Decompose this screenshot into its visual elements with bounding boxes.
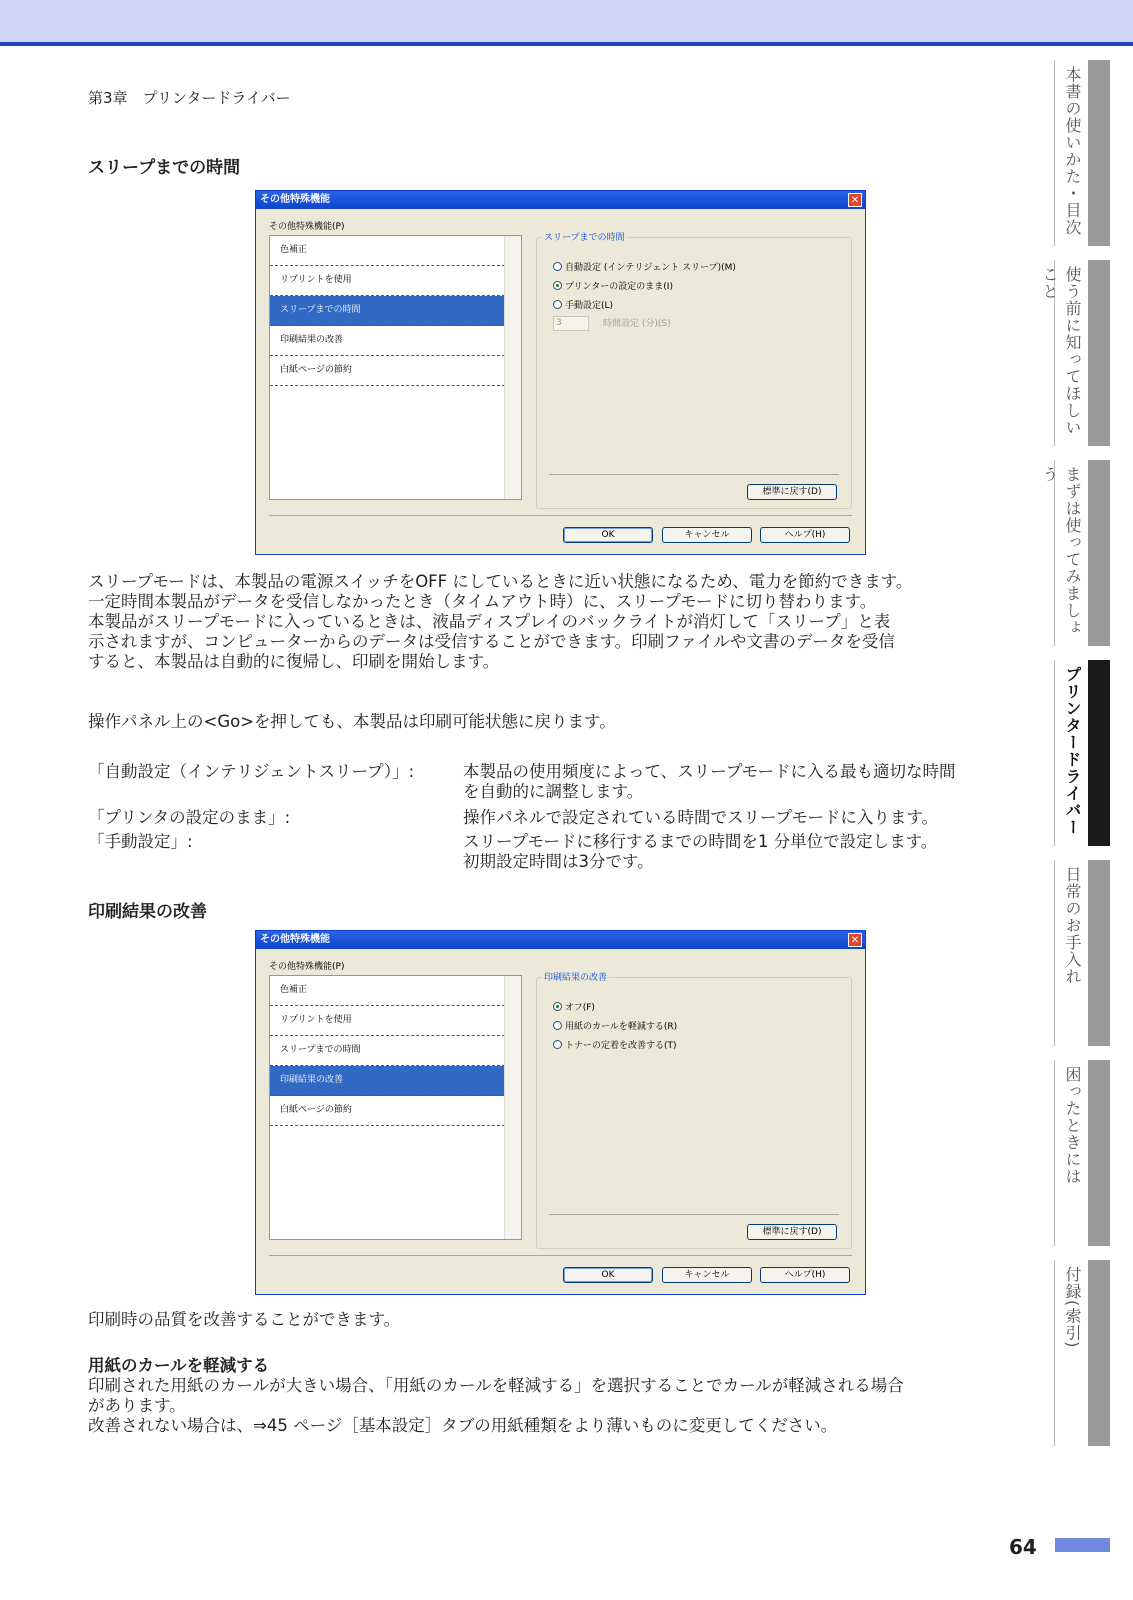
radio-improve-toner[interactable]: トナーの定着を改善する(T) [553,1038,677,1051]
divider [269,515,852,516]
radio-off[interactable]: オフ(F) [553,1000,595,1013]
scrollbar[interactable] [504,236,521,499]
dialog-title-bar: その他特殊機能 ✕ [256,931,865,949]
time-spinner[interactable]: 3 時間設定 (分)(S) [553,316,671,331]
paragraph-go-button: 操作パネル上の<Go>を押しても、本製品は印刷可能状態に戻ります。 [88,712,616,731]
ok-button[interactable]: OK [563,527,653,543]
cancel-button[interactable]: キャンセル [662,527,752,543]
close-icon[interactable]: ✕ [848,933,862,947]
section-heading-print-quality: 印刷結果の改善 [88,902,207,922]
reset-button[interactable]: 標準に戻す(D) [747,484,837,500]
side-tab-3[interactable]: まずは使ってみましょう [1054,460,1110,646]
scrollbar[interactable] [504,976,521,1239]
list-item[interactable]: スリープまでの時間 [270,1036,505,1066]
chapter-header: 第3章 プリンタードライバー [88,89,291,107]
dialog-sleep-settings [255,190,866,555]
list-item-selected[interactable]: スリープまでの時間 [270,296,505,326]
radio-checked-icon [553,1002,562,1011]
paragraph-sleep-description: スリープモードは、本製品の電源スイッチをOFF にしているときに近い状態になるため、電力を節約できます。 一定時間本製品がデータを受信しなかったとき（タイムアウト時）に、スリープモードに切り替わります。 本製品がスリープモードに入っているときは、液晶ディスプレイのバックライトが消灯して「スリープ」と表 示されますが、コンピューターからのデータは受信することができます。印刷ファイルや文書のデータを受信 すると、本製品は自動的に復帰し、印刷を開始します。 [88,572,913,671]
radio-icon [553,1021,562,1030]
list-label: その他特殊機能(P) [269,222,345,232]
radio-checked-icon [553,281,562,290]
side-tab-2[interactable]: 使う前に知ってほしいこと [1054,260,1110,446]
radio-manual[interactable]: 手動設定(L) [553,298,613,311]
page-number: 64 [1009,1535,1037,1559]
section-heading-sleep: スリープまでの時間 [88,158,241,178]
ok-button[interactable]: OK [563,1267,653,1283]
radio-reduce-curl[interactable]: 用紙のカールを軽減する(R) [553,1019,677,1032]
list-item[interactable]: 白紙ページの節約 [270,1096,505,1126]
radio-printer-setting[interactable]: プリンターの設定のまま(I) [553,279,673,292]
divider [549,1214,839,1215]
help-button[interactable]: ヘルプ(H) [760,1267,850,1283]
side-tab-5[interactable]: 日常のお手入れ [1054,860,1110,1046]
reset-button[interactable]: 標準に戻す(D) [747,1224,837,1240]
list-item[interactable]: リプリントを使用 [270,1006,505,1036]
paragraph-curl: 印刷された用紙のカールが大きい場合、「用紙のカールを軽減する」を選択することでカールが軽減される場合 があります。 改善されない場合は、⇒45 ページ［基本設定］タブの用紙種類をより薄いものに変更してください。 [88,1376,904,1435]
page-number-bar [1055,1538,1110,1552]
side-tab-7[interactable]: 付録(索引) [1054,1260,1110,1446]
list-item[interactable]: リプリントを使用 [270,266,505,296]
top-band [0,0,1133,46]
list-item[interactable]: 白紙ページの節約 [270,356,505,386]
side-tab-6[interactable]: 困ったときには [1054,1060,1110,1246]
group-title: スリープまでの時間 [542,230,627,243]
side-tab-4-active[interactable]: プリンタードライバー [1054,660,1110,846]
list-item-selected[interactable]: 印刷結果の改善 [270,1066,505,1096]
list-item[interactable]: 印刷結果の改善 [270,326,505,356]
radio-icon [553,300,562,309]
sub-heading-curl: 用紙のカールを軽減する [88,1356,270,1375]
feature-list[interactable] [269,975,522,1240]
radio-icon [553,1040,562,1049]
list-item[interactable]: 色補正 [270,976,505,1006]
settings-group [536,233,852,509]
group-title: 印刷結果の改善 [542,970,609,983]
close-icon[interactable]: ✕ [848,193,862,207]
list-label: その他特殊機能(P) [269,962,345,972]
feature-list[interactable] [269,235,522,500]
radio-auto[interactable]: 自動設定 (インテリジェント スリープ)(M) [553,260,736,273]
dialog-print-quality [255,930,866,1295]
cancel-button[interactable]: キャンセル [662,1267,752,1283]
help-button[interactable]: ヘルプ(H) [760,527,850,543]
list-item[interactable]: 色補正 [270,236,505,266]
divider [549,474,839,475]
side-tab-1[interactable]: 本書の使いかた・目次 [1054,60,1110,246]
divider [269,1255,852,1256]
dialog-title-bar: その他特殊機能 ✕ [256,191,865,209]
settings-group [536,973,852,1249]
radio-icon [553,262,562,271]
paragraph-quality: 印刷時の品質を改善することができます。 [88,1310,401,1329]
